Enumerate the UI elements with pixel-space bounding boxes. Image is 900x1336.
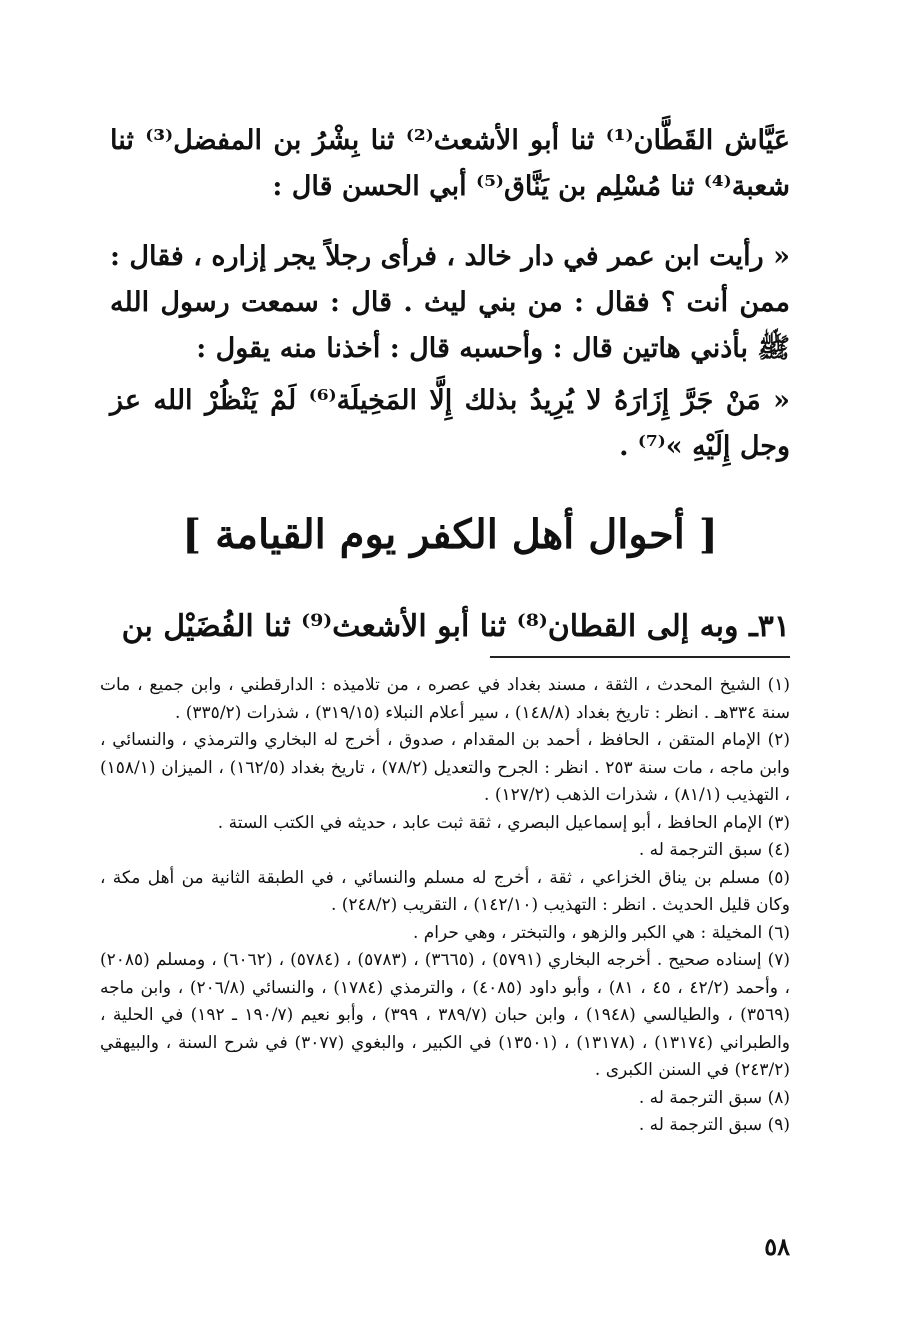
footnote: (٣) الإمام الحافظ ، أبو إسماعيل البصري ، ثقة ثبت عابد ، حديثه في الكتب الستة . <box>217 812 790 833</box>
footnote: (٦) المخيلة : هي الكبر والزهو ، والتبختر ، وهي حرام . <box>412 922 790 943</box>
footnote: (٤) سبق الترجمة له . <box>638 840 790 860</box>
footnote: (٧) إسناده صحيح . أخرجه البخاري (٥٧٩١) ، (٣٦٦٥) ، (٥٧٨٣) ، (٥٧٨٤) ، (٦٠٦٢) ، ومسلم (٢٠٨٥) ، وأحمد (٤٢/٢ ، ٤٥ ، ٨١) ، وأبو داود (٤٠٨٥) ، والترمذي (١٧٨٤) ، والنسائي (٢٠٦/٨) ، وابن ماجه (٣٥٦٩) ، والطيالسي (١٩٤٨) ، وابن حبان (٣٨٩/٧ ، ٣٩٩) ، وأبو نعيم (١٩٠/٧ ـ ١٩٢) في الحلية ، والطبراني (١٣١٧٤) ، (١٣١٧٨) ، (١٣٥٠١) في الكبير ، والبغوي (٣٠٧٧) في شرح السنة ، والبيهقي (٢٤٣/٢) في السنن الكبرى . <box>100 950 791 1080</box>
hadith-31-paragraph <box>110 604 790 650</box>
footnote: (١) الشيخ المحدث ، الثقة ، مسند بغداد في عصره ، من تلاميذه : الدارقطني ، وابن جميع ، مات سنة ٣٣٤هـ . انظر : تاريخ بغداد (١٤٨/٨) ، سير أعلام النبلاء (٣١٩/١٥) ، شذرات (٣٣٥/٢) . <box>100 675 790 723</box>
footnote-divider <box>490 656 790 658</box>
footnote: (٢) الإمام المتقن ، الحافظ ، أحمد بن المقدام ، صدوق ، أخرج له البخاري والترمذي ، والنسائي ، وابن ماجه ، مات سنة ٢٥٣ . انظر : الجرح والتعديل (٧٨/٢) ، تاريخ بغداد (١٦٢/٥) ، الميزان (١٥٨/١) ، التهذيب (٨١/١) ، شذرات الذهب (١٢٧/٢) . <box>100 730 790 805</box>
narration-text: « رأيت ابن عمر في دار خالد ، فرأى رجلاً يجر إزاره ، فقال : ممن أنت ؟ فقال : من بني ليث . قال : سمعت رسول الله ﷺ بأذني هاتين قال : وأحسبه قال : أخذنا منه يقول : <box>110 241 790 364</box>
isnad-paragraph <box>110 118 790 210</box>
narration-paragraph <box>110 234 790 372</box>
footnote: (٥) مسلم بن يناق الخزاعي ، ثقة ، أخرج له مسلم والنسائي ، في الطبقة الثانية من أهل مكة ، وكان قليل الحديث . انظر : التهذيب (١٤٢/١٠) ، التقريب (٢٤٨/٢) . <box>100 867 790 915</box>
hadith-text-paragraph <box>110 378 790 470</box>
page-number: ٥٨ <box>764 1232 790 1261</box>
footnotes <box>100 672 790 1140</box>
isnad-text: عَيَّاش القَطَّان⁽¹⁾ ثنا أبو الأشعث⁽²⁾ ثنا بِشْرُ بن المفضل⁽³⁾ ثنا شعبة⁽⁴⁾ ثنا مُسْلِم بن يَنَّاق⁽⁵⁾ أبي الحسن قال : <box>110 125 790 202</box>
footnote: (٩) سبق الترجمة له . <box>638 1115 790 1135</box>
footnote: (٨) سبق الترجمة له . <box>638 1087 790 1108</box>
hadith-text: « مَنْ جَرَّ إِزَارَهُ لا يُرِيدُ بذلك إِلَّا المَخِيلَة⁽⁶⁾ لَمْ يَنْظُرْ الله عز وجل إِلَيْهِ »⁽⁷⁾ . <box>110 385 791 462</box>
hadith-31-text: وبه إلى القطان⁽⁸⁾ ثنا أبو الأشعث⁽⁹⁾ ثنا الفُضَيْل بن <box>121 609 739 644</box>
section-heading: [ أحوال أهل الكفر يوم القيامة ] <box>182 511 718 558</box>
hadith-number: ٣١ـ <box>748 609 790 644</box>
